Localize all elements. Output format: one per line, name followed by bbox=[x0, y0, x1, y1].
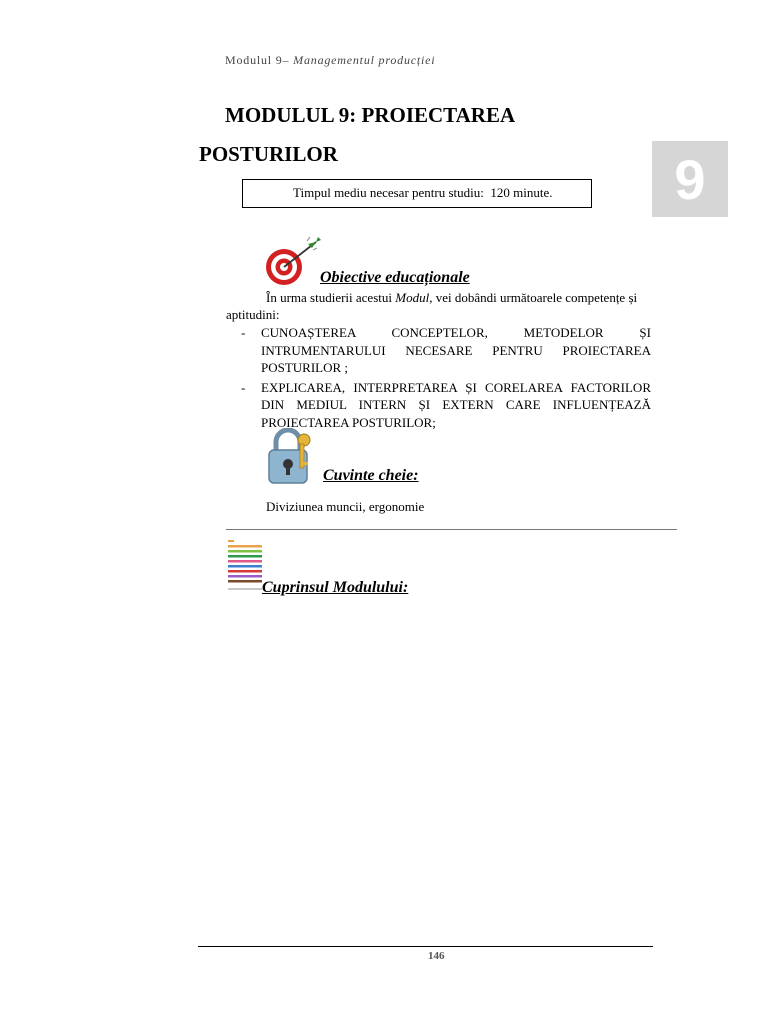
objective-item-1: CUNOAȘTEREA CONCEPTELOR, METODELOR ȘI INTRUMENTARULUI NECESARE PENTRU PROIECTAREA POSTURILOR ; bbox=[261, 325, 651, 375]
objectives-intro bbox=[226, 289, 651, 323]
module-number-badge: 9 bbox=[652, 141, 728, 217]
page-number: 146 bbox=[428, 950, 445, 962]
padlock-key-icon bbox=[266, 428, 314, 486]
contents-heading: Cuprinsul Modulului: bbox=[262, 579, 409, 596]
module-title-line2: POSTURILOR bbox=[199, 142, 338, 166]
intro-suffix: vei dobândi următoarele competențe și aptitudini: bbox=[226, 290, 638, 322]
header-separator: – bbox=[282, 53, 290, 67]
intro-italic: Modul, bbox=[395, 290, 433, 305]
header-module: Modulul 9 bbox=[225, 53, 283, 67]
pencils-icon bbox=[226, 538, 264, 594]
objective-item-2: EXPLICAREA, INTERPRETAREA ȘI CORELAREA FACTORILOR DIN MEDIUL INTERN ȘI EXTERN CARE INFLUENȚEAZĂ PROIECTAREA POSTURILOR; bbox=[261, 379, 651, 430]
study-time-value: 120 minute. bbox=[490, 185, 553, 200]
module-title-line1: MODULUL 9: PROIECTAREA bbox=[225, 103, 516, 127]
footer-rule bbox=[198, 946, 653, 947]
study-time-label: Timpul mediu necesar pentru studiu: bbox=[293, 185, 484, 200]
header-course: Managementul producției bbox=[293, 53, 436, 67]
target-icon bbox=[264, 236, 322, 288]
list-item: - EXPLICAREA, INTERPRETAREA ȘI CORELAREA FACTORILOR DIN MEDIUL INTERN ȘI EXTERN CARE INFLUENȚEAZĂ PROIECTAREA POSTURILOR; bbox=[241, 379, 651, 430]
study-time-box bbox=[242, 179, 592, 208]
keywords-heading: Cuvinte cheie: bbox=[323, 467, 419, 484]
intro-prefix: În urma studierii acestui bbox=[266, 290, 396, 305]
running-header bbox=[225, 53, 435, 68]
list-item: - CUNOAȘTEREA CONCEPTELOR, METODELOR ȘI INTRUMENTARULUI NECESARE PENTRU PROIECTAREA POSTURILOR ; bbox=[241, 325, 651, 375]
section-divider bbox=[226, 529, 677, 530]
keywords-text: Diviziunea muncii, ergonomie bbox=[266, 499, 425, 514]
objectives-heading: Obiective educaționale bbox=[320, 269, 470, 286]
objectives-list bbox=[241, 324, 651, 431]
